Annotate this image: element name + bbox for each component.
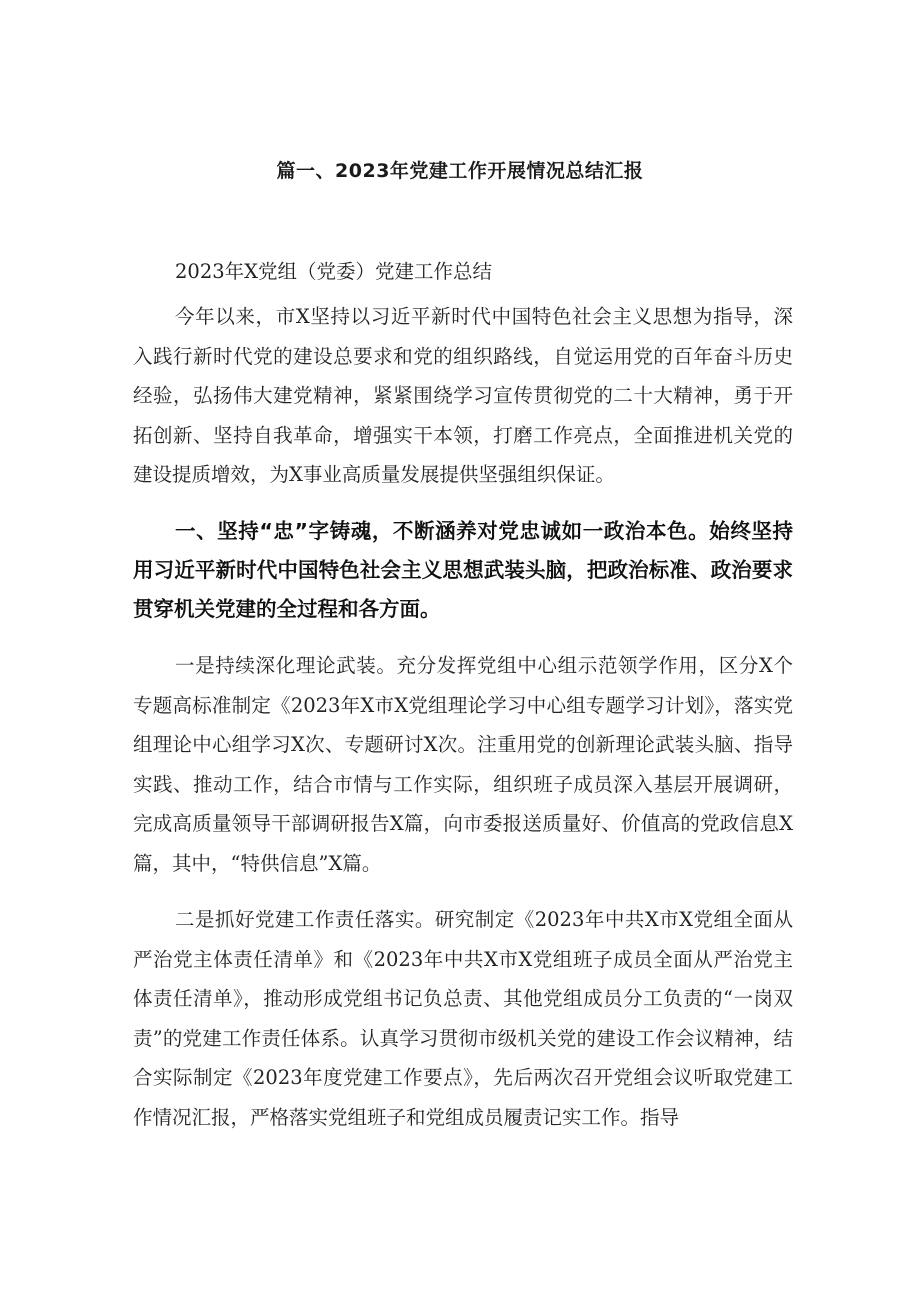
intro-paragraph: 今年以来，市X坚持以习近平新时代中国特色社会主义思想为指导，深入践行新时代党的建设总要求和党的组织路线，自觉运用党的百年奋斗历史经验，弘扬伟大建党精神，紧紧围绕学习宣传贯彻党的二十大精神，勇于开拓创新、坚持自我革命，增强实干本领，打磨工作亮点，全面推进机关党的建设提质增效，为X事业高质量发展提供坚强组织保证。 [133, 305, 793, 486]
document-title: 篇一、2023年党建工作开展情况总结汇报 [276, 160, 644, 182]
item-two-paragraph: 二是抓好党建工作责任落实。研究制定《2023年中共X市X党组全面从严治党主体责任清单》和《2023年中共X市X党组班子成员全面从严治党主体责任清单》，推动形成党组书记负总责、其他党组成员分工负责的“一岗双责”的党建工作责任体系。认真学习贯彻市级机关党的建设工作会议精神，结合实际制定《2023年度党建工作要点》，先后两次召开党组会议听取党建工作情况汇报，严格落实党组班子和党组成员履责记实工作。指导 [133, 908, 793, 1129]
document-subtitle: 2023年X党组（党委）党建工作总结 [175, 260, 493, 283]
item-one-paragraph: 一是持续深化理论武装。充分发挥党组中心组示范领学作用，区分X个专题高标准制定《2023年X市X党组理论学习中心组专题学习计划》，落实党组理论中心组学习X次、专题研讨X次。注重用党的创新理论武装头脑、指导实践、推动工作，结合市情与工作实际，组织班子成员深入基层开展调研，完成高质量领导干部调研报告X篇，向市委报送质量好、价值高的党政信息X篇，其中，“特供信息”X篇。 [133, 654, 793, 875]
section-heading-paragraph: 一、坚持“忠”字铸魂，不断涵养对党忠诚如一政治本色。始终坚持用习近平新时代中国特色社会主义思想武装头脑，把政治标准、政治要求贯穿机关党建的全过程和各方面。 [133, 519, 793, 621]
